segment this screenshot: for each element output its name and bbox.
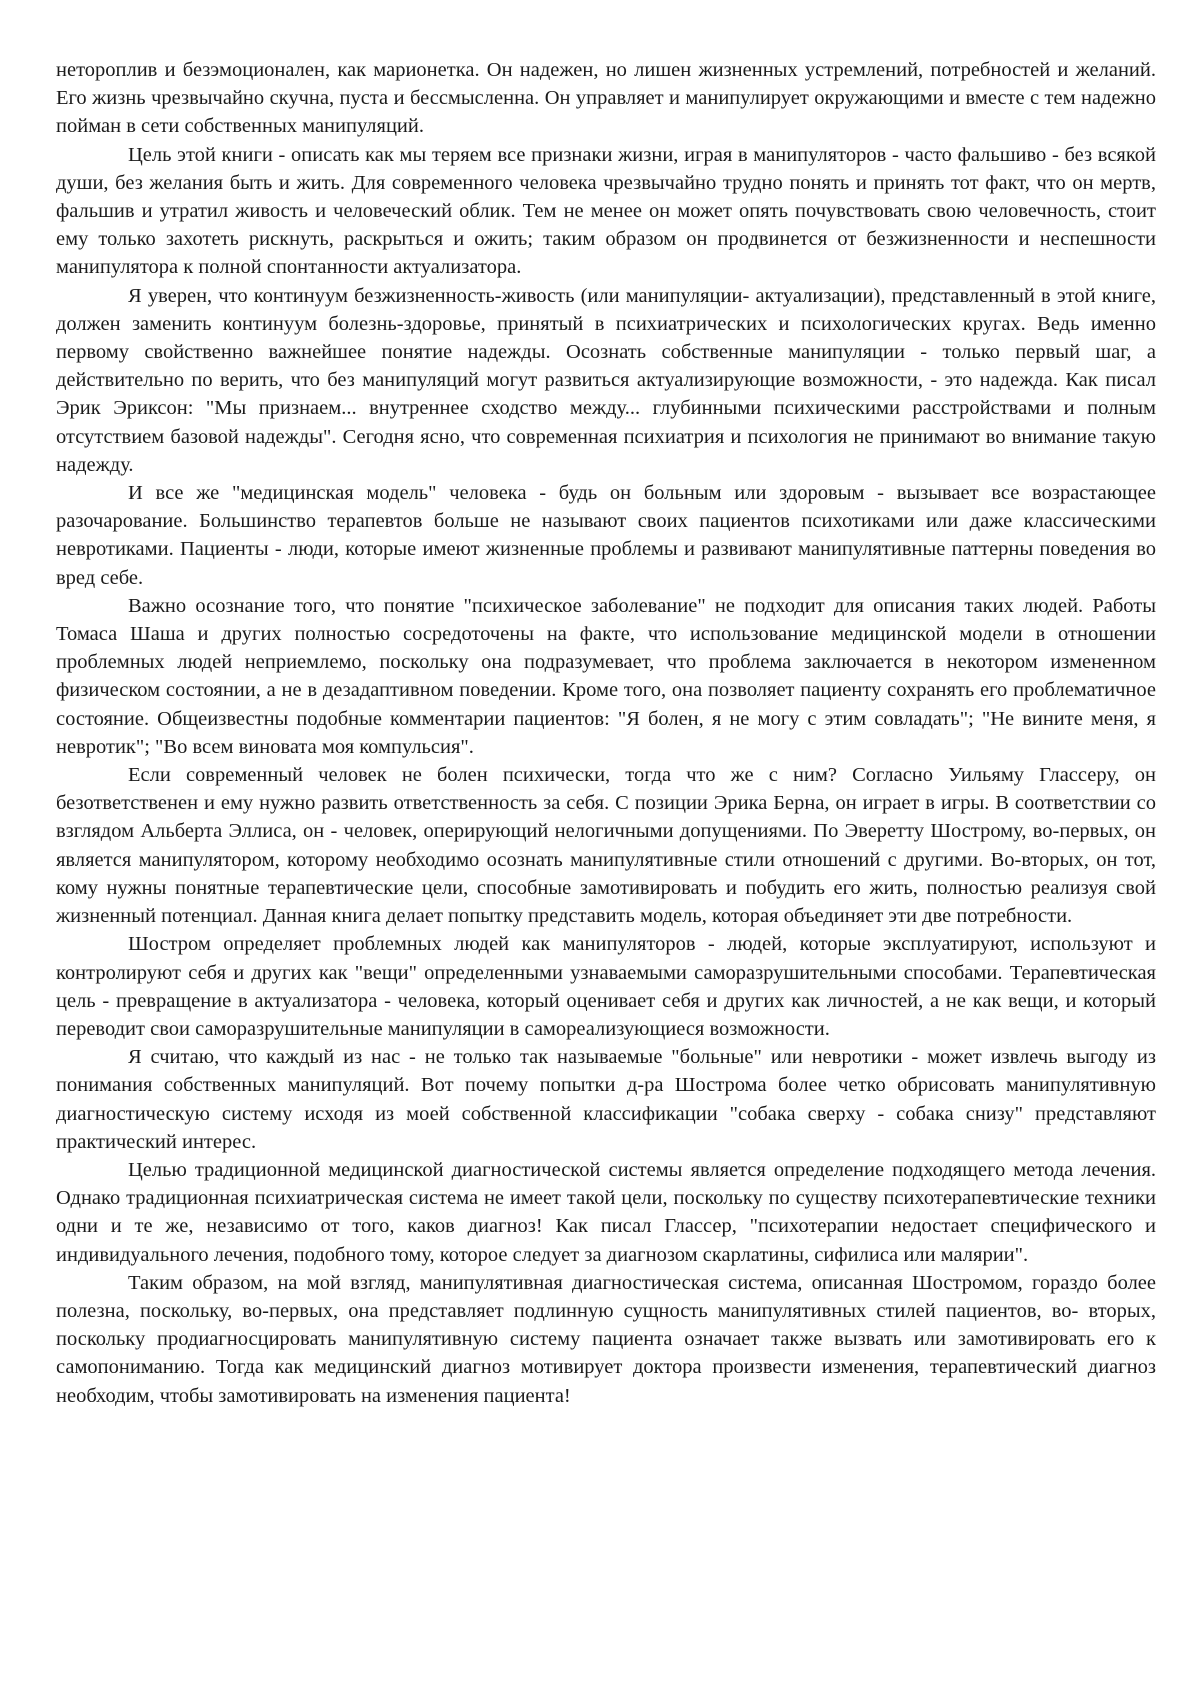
paragraph-1: нетороплив и безэмоционален, как марионетка. Он надежен, но лишен жизненных устремлений, потребностей и желаний. Его жизнь чрезвычайно скучна, пуста и бессмысленна. Он управляет и манипулирует окружающими и вместе с тем надежно пойман в сети собственных манипуляций.: [56, 59, 1156, 138]
paragraph-6: Если современный человек не болен психически, тогда что же с ним? Согласно Уильяму Глассеру, он безответственен и ему нужно развить ответственность за себя. С позиции Эрика Берна, он играет в игры. В соответствии со взглядом Альберта Эллиса, он - человек, оперирующий нелогичными допущениями. По Эверетту Шострому, во-первых, он является манипулятором, которому необходимо осознать манипулятивные стили отношений с другими. Во-вторых, он тот, кому нужны понятные терапевтические цели, способные замотивировать и побудить его жить, полностью реализуя свой жизненный потенциал. Данная книга делает попытку представить модель, которая объединяет эти две потребности.: [56, 764, 1156, 928]
paragraph-3: Я уверен, что континуум безжизненность-живость (или манипуляции- актуализации), представленный в этой книге, должен заменить континуум болезнь-здоровье, принятый в психиатрических и психологических кругах. Ведь именно первому свойственно важнейшее понятие надежды. Осознать собственные манипуляции - только первый шаг, а действительно по верить, что без манипуляций могут развиться актуализирующие возможности, - это надежда. Как писал Эрик Эриксон: "Мы признаем... внутреннее сходство между... глубинными психическими расстройствами и полным отсутствием базовой надежды". Сегодня ясно, что современная психиатрия и психология не принимают во внимание такую надежду.: [56, 284, 1156, 476]
document-page: [56, 56, 1156, 1410]
paragraph-2: Цель этой книги - описать как мы теряем все признаки жизни, играя в манипуляторов - часто фальшиво - без всякой души, без желания быть и жить. Для современного человека чрезвычайно трудно понять и принять тот факт, что он мертв, фальшив и утратил живость и человеческий облик. Тем не менее он может опять почувствовать свою человечность, стоит ему только захотеть рискнуть, раскрыться и ожить; таким образом он продвинется от безжизненности и неспешности манипулятора к полной спонтанности актуализатора.: [56, 143, 1156, 279]
paragraph-5: Важно осознание того, что понятие "психическое заболевание" не подходит для описания таких людей. Работы Томаса Шаша и других полностью сосредоточены на факте, что использование медицинской модели в отношении проблемных людей неприемлемо, поскольку она подразумевает, что проблема заключается в некотором измененном физическом состоянии, а не в дезадаптивном поведении. Кроме того, она позволяет пациенту сохранять его проблематичное состояние. Общеизвестны подобные комментарии пациентов: "Я болен, я не могу с этим совладать"; "Не вините меня, я невротик"; "Во всем виновата моя компульсия".: [56, 594, 1156, 758]
paragraph-9: Целью традиционной медицинской диагностической системы является определение подходящего метода лечения. Однако традиционная психиатрическая система не имеет такой цели, поскольку по существу психотерапевтические техники одни и те же, независимо от того, каков диагноз! Как писал Глассер, "психотерапии недостает специфического и индивидуального лечения, подобного тому, которое следует за диагнозом скарлатины, сифилиса или малярии".: [56, 1158, 1156, 1266]
paragraph-7: Шостром определяет проблемных людей как манипуляторов - людей, которые эксплуатируют, используют и контролируют себя и других как "вещи" определенными узнаваемыми саморазрушительными способами. Терапевтическая цель - превращение в актуализатора - человека, который оценивает себя и других как личностей, а не как вещи, и который переводит свои саморазрушительные манипуляции в самореализующиеся возможности.: [56, 933, 1156, 1040]
paragraph-10: Таким образом, на мой взгляд, манипулятивная диагностическая система, описанная Шостромом, гораздо более полезна, поскольку, во-первых, она представляет подлинную сущность манипулятивных стилей пациентов, во- вторых, поскольку продиагносцировать манипулятивную систему пациента означает также вызвать или замотивировать его к самопониманию. Тогда как медицинский диагноз мотивирует доктора произвести изменения, терапевтический диагноз необходим, чтобы замотивировать на изменения пациента!: [56, 1271, 1156, 1407]
paragraph-8: Я считаю, что каждый из нас - не только так называемые "больные" или невротики - может извлечь выгоду из понимания собственных манипуляций. Вот почему попытки д-ра Шострома более четко обрисовать манипулятивную диагностическую систему исходя из моей собственной классификации "собака сверху - собака снизу" представляют практический интерес.: [56, 1046, 1156, 1153]
paragraph-4: И все же "медицинская модель" человека - будь он больным или здоровым - вызывает все возрастающее разочарование. Большинство терапевтов больше не называют своих пациентов психотиками или даже классическими невротиками. Пациенты - люди, которые имеют жизненные проблемы и развивают манипулятивные паттерны поведения во вред себе.: [56, 482, 1156, 589]
